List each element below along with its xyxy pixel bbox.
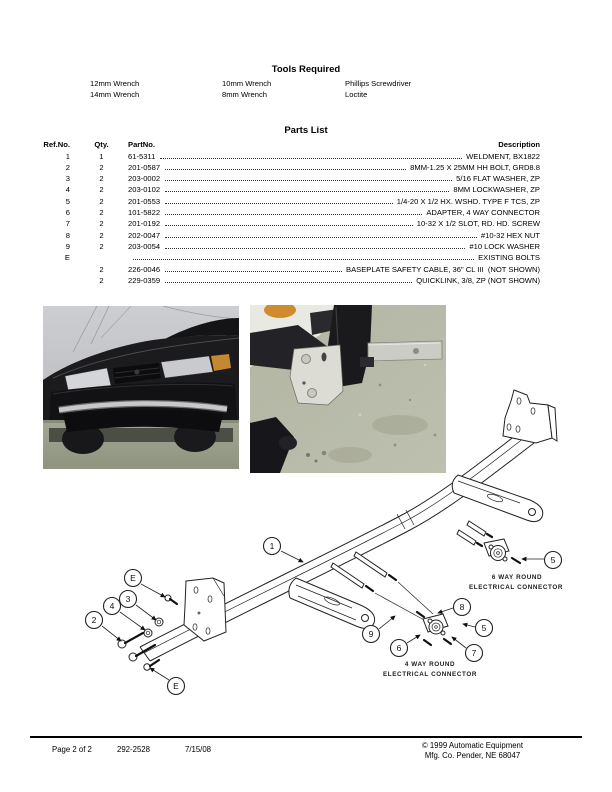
tool-item: Phillips Screwdriver (345, 79, 412, 88)
callout-5-bottom (476, 620, 493, 637)
callout-E-bottom (168, 678, 185, 695)
table-row: 5 2 201-0553 1/4-20 X 1/2 HX. WSHD. TYPE F TCS, ZP (65, 196, 540, 206)
callout-1-label: 1 (269, 541, 275, 551)
six-way-connector-label-line1: 6 WAY ROUND (491, 574, 543, 581)
table-row: 2 229-0359 QUICKLINK, 3/8, ZP (NOT SHOWN) (99, 275, 540, 285)
table-row: 3 2 203-0002 5/16 FLAT WASHER, ZP (65, 174, 540, 184)
header-part: PartNo. (128, 140, 156, 150)
table-row: 2 2 201-0587 8MM-1.25 X 25MM HH BOLT, GRD8.8 (65, 162, 540, 172)
copyright-line1: © 1999 Automatic Equipment (421, 741, 524, 750)
callout-2 (86, 612, 103, 629)
header-qty: Qty. (94, 140, 109, 150)
callout-E-top (125, 570, 142, 587)
page-number: Page 2 of 2 (52, 745, 92, 754)
tools-required-title: Tools Required (271, 64, 341, 75)
right-attachment-arm (452, 475, 543, 522)
tool-item: 14mm Wrench (90, 89, 140, 99)
header-desc: Description (498, 140, 540, 150)
callout-4 (104, 598, 121, 615)
left-mounting-plate (184, 578, 226, 641)
table-row: 4 2 203-0102 8MM LOCKWASHER, ZP (65, 185, 540, 195)
callout-9-label: 9 (368, 629, 374, 639)
callout-5-right-label: 5 (550, 555, 556, 565)
callout-8 (454, 599, 471, 616)
callout-E-bottom-label: E (173, 681, 179, 691)
table-row: 9 2 203-0054 #10 LOCK WASHER (65, 241, 540, 251)
callout-E-top-label: E (130, 573, 136, 583)
table-row: 1 1 61-5311 WELDMENT, BX1822 (65, 151, 540, 161)
table-row: E EXISTING BOLTS (64, 253, 540, 263)
callout-6 (391, 640, 408, 657)
callout-6-label: 6 (396, 643, 402, 653)
four-way-connector-label-line2: ELECTRICAL CONNECTOR (383, 671, 477, 678)
callout-3 (120, 591, 137, 608)
table-row: 8 2 202-0047 #10-32 HEX NUT (65, 230, 540, 240)
tool-item: 12mm Wrench (90, 79, 140, 88)
six-way-connector-label-line2: ELECTRICAL CONNECTOR (469, 584, 563, 591)
callout-7 (466, 645, 483, 662)
callout-7-label: 7 (471, 648, 477, 658)
table-row: 2 226-0046 BASEPLATE SAFETY CABLE, 36" CL III (NOT SHOWN) (99, 264, 540, 274)
copyright-line2: Mfg. Co. Pender, NE 68047 (424, 750, 521, 760)
revision-date: 7/15/08 (185, 745, 212, 754)
right-mounting-plate (503, 390, 557, 443)
table-row: 7 2 201-0192 10-32 X 1/2 SLOT, RD. HD. SCREW (65, 219, 540, 229)
tool-item: 10mm Wrench (222, 79, 272, 88)
callout-4-label: 4 (109, 601, 115, 611)
callout-5-bottom-label: 5 (481, 623, 487, 633)
parts-list-title: Parts List (284, 125, 328, 136)
header-ref: Ref.No. (43, 140, 70, 150)
four-way-connector (417, 612, 451, 645)
tool-item: Loctite (345, 89, 368, 99)
callout-2-label: 2 (91, 615, 97, 625)
footer-divider (30, 736, 582, 738)
table-row: 6 2 101-5822 ADAPTER, 4 WAY CONNECTOR (65, 208, 540, 218)
callout-5-right (545, 552, 562, 569)
tool-item: 8mm Wrench (222, 89, 268, 99)
callout-3-label: 3 (125, 594, 131, 604)
callout-9 (363, 626, 380, 643)
copyright-block (405, 741, 540, 760)
callout-8-label: 8 (459, 602, 465, 612)
document-number: 292-2528 (117, 745, 150, 754)
six-way-connector (457, 521, 520, 563)
four-way-connector-label-line1: 4 WAY ROUND (404, 661, 456, 668)
callout-1 (264, 538, 281, 555)
